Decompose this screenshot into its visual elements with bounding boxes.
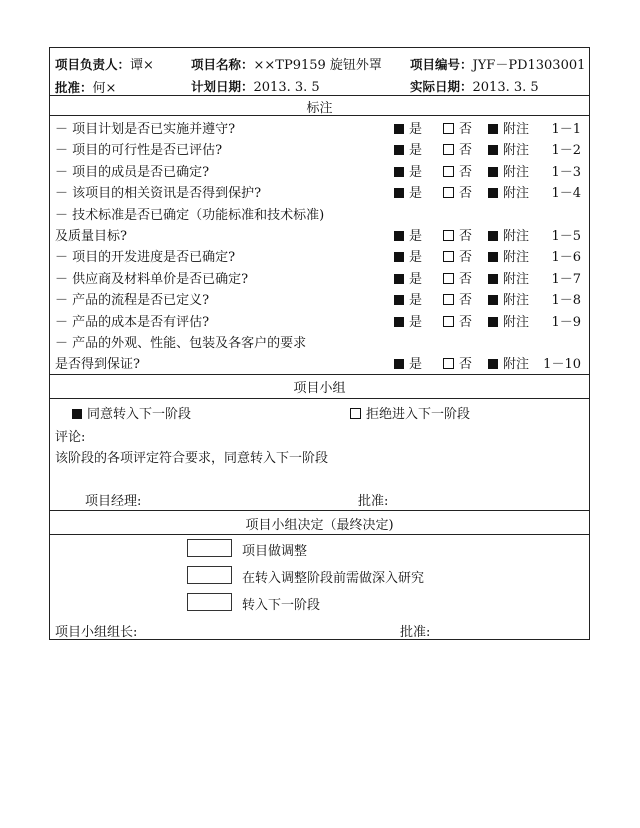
team-leader-label: 项目小组组长: <box>55 625 138 640</box>
approver-label: 批准： <box>55 80 93 95</box>
no-option[interactable] <box>443 225 472 244</box>
note-number: 1－1 <box>551 122 581 137</box>
note-option[interactable] <box>488 182 529 201</box>
agree-option[interactable] <box>72 403 191 422</box>
yes-option-label: 是 <box>409 143 423 159</box>
filled-checkbox-icon <box>394 167 404 177</box>
no-option-label: 否 <box>459 314 473 330</box>
note-option[interactable] <box>488 289 529 308</box>
actual-date-value: 2013. 3. 5 <box>472 80 539 95</box>
note-option-label: 附注 <box>503 314 530 330</box>
yes-option-label: 是 <box>409 186 423 202</box>
decision-option-label: 转入下一阶段 <box>242 598 321 613</box>
yes-option-label: 是 <box>409 164 423 180</box>
filled-checkbox-icon <box>488 274 498 284</box>
note-option-label: 附注 <box>503 122 530 137</box>
empty-checkbox-icon <box>443 358 454 369</box>
yes-option-label: 是 <box>409 357 423 373</box>
leader-label: 项目负责人： <box>55 57 131 72</box>
filled-checkbox-icon <box>394 359 404 369</box>
filled-checkbox-icon <box>488 145 498 155</box>
note-option-label: 附注 <box>503 186 530 202</box>
note-option[interactable] <box>488 311 529 330</box>
checklist-question: 及质量目标? <box>55 229 127 244</box>
filled-checkbox-icon <box>394 124 404 134</box>
decision-checkbox[interactable] <box>187 566 232 584</box>
decision-checkbox[interactable] <box>187 593 232 611</box>
yes-option[interactable] <box>394 139 422 158</box>
project-name-label: 项目名称： <box>191 57 254 72</box>
yes-option[interactable] <box>394 311 422 330</box>
note-option[interactable] <box>488 225 529 244</box>
comment-text: 该阶段的各项评定符合要求，同意转入下一阶段 <box>55 451 329 466</box>
divider <box>50 374 589 375</box>
note-option-label: 附注 <box>503 271 530 287</box>
yes-option-label: 是 <box>409 293 423 309</box>
no-option[interactable] <box>443 268 472 287</box>
filled-checkbox-icon <box>394 295 404 305</box>
filled-checkbox-icon <box>394 231 404 241</box>
filled-checkbox-icon <box>394 145 404 155</box>
note-option[interactable] <box>488 161 529 180</box>
project-name-field <box>191 54 382 73</box>
yes-option[interactable] <box>394 118 422 137</box>
note-option[interactable] <box>488 268 529 287</box>
plan-date-field <box>191 77 320 95</box>
checklist-question: － 项目的成员是否已确定? <box>55 164 210 180</box>
note-number: 1－9 <box>551 314 581 330</box>
yes-option-label: 是 <box>409 250 423 266</box>
empty-checkbox-icon <box>350 408 361 419</box>
checklist-question: － 产品的成本是否有评估? <box>55 314 210 330</box>
approver-field <box>55 77 116 96</box>
yes-option-label: 是 <box>409 271 423 287</box>
team-title: 项目小组 <box>293 381 346 396</box>
manager-label: 项目经理: <box>85 494 142 509</box>
no-option-label: 否 <box>459 357 473 373</box>
project-code-value: JYF－PD1303001 <box>472 58 586 73</box>
filled-checkbox-icon <box>488 295 498 305</box>
checklist-question: － 技术标准是否已确定（功能标准和技术标准) <box>55 207 325 223</box>
filled-checkbox-icon <box>488 359 498 369</box>
note-option-label: 附注 <box>503 229 530 244</box>
actual-date-label: 实际日期： <box>410 79 473 94</box>
yes-option[interactable] <box>394 289 422 308</box>
checklist-question: － 供应商及材料单价是否已确定? <box>55 271 249 287</box>
yes-option[interactable] <box>394 246 422 265</box>
no-option[interactable] <box>443 353 472 372</box>
note-option[interactable] <box>488 118 529 137</box>
decision-title: 项目小组决定（最终决定) <box>245 518 394 533</box>
checklist-question: － 产品的外观、性能、包装及各客户的要求 <box>55 336 307 351</box>
note-option-label: 附注 <box>503 250 530 266</box>
note-option-label: 附注 <box>503 143 530 159</box>
empty-checkbox-icon <box>443 316 454 327</box>
filled-checkbox-icon <box>488 124 498 134</box>
decision-option-label: 项目做调整 <box>242 544 308 559</box>
filled-checkbox-icon <box>394 252 404 262</box>
note-number: 1－7 <box>551 271 581 287</box>
no-option-label: 否 <box>459 164 473 180</box>
divider <box>50 95 589 96</box>
empty-checkbox-icon <box>443 187 454 198</box>
final-approve-label: 批准: <box>400 625 431 640</box>
yes-option[interactable] <box>394 268 422 287</box>
no-option[interactable] <box>443 161 472 180</box>
yes-option-label: 是 <box>409 314 423 330</box>
note-option[interactable] <box>488 246 529 265</box>
no-option-label: 否 <box>459 250 473 266</box>
leader-field <box>55 54 154 73</box>
empty-checkbox-icon <box>443 123 454 134</box>
filled-checkbox-icon <box>394 317 404 327</box>
empty-checkbox-icon <box>443 294 454 305</box>
plan-date-value: 2013. 3. 5 <box>253 80 320 95</box>
filled-checkbox-icon <box>72 409 82 419</box>
no-option[interactable] <box>443 182 472 201</box>
agree-label: 同意转入下一阶段 <box>87 407 192 422</box>
review-form <box>49 47 590 640</box>
empty-checkbox-icon <box>443 273 454 284</box>
actual-date-field <box>410 77 539 95</box>
divider <box>50 398 589 399</box>
project-name-value: ××TP9159 旋钮外罩 <box>253 58 382 73</box>
no-option[interactable] <box>443 118 472 137</box>
filled-checkbox-icon <box>394 274 404 284</box>
note-option-label: 附注 <box>503 293 530 309</box>
note-option[interactable] <box>488 353 529 372</box>
divider <box>50 115 589 116</box>
yes-option[interactable] <box>394 161 422 180</box>
note-option[interactable] <box>488 139 529 158</box>
no-option[interactable] <box>443 246 472 265</box>
reject-label: 拒绝进入下一阶段 <box>366 407 471 422</box>
yes-option[interactable] <box>394 225 422 244</box>
comment-label: 评论: <box>55 430 86 445</box>
checklist-question: － 项目的可行性是否已评估? <box>55 143 223 159</box>
yes-option[interactable] <box>394 353 422 372</box>
decision-checkbox[interactable] <box>187 539 232 557</box>
team-approve-label: 批准: <box>358 494 389 509</box>
filled-checkbox-icon <box>394 188 404 198</box>
project-code-label: 项目编号： <box>410 57 473 72</box>
filled-checkbox-icon <box>488 252 498 262</box>
empty-checkbox-icon <box>443 166 454 177</box>
leader-value: 谭× <box>130 58 154 73</box>
plan-date-label: 计划日期： <box>191 79 254 94</box>
no-option-label: 否 <box>459 186 473 202</box>
no-option-label: 否 <box>459 271 473 287</box>
checklist-question: － 项目的开发进度是否已确定? <box>55 250 236 266</box>
divider <box>50 510 589 511</box>
empty-checkbox-icon <box>443 230 454 241</box>
no-option[interactable] <box>443 139 472 158</box>
no-option[interactable] <box>443 289 472 308</box>
no-option-label: 否 <box>459 229 473 244</box>
checklist-question: 是否得到保证? <box>55 357 140 373</box>
empty-checkbox-icon <box>443 251 454 262</box>
reject-option[interactable] <box>350 403 470 422</box>
checklist-question: － 产品的流程是否已定义? <box>55 293 210 309</box>
no-option-label: 否 <box>459 293 473 309</box>
note-number: 1－3 <box>551 164 581 180</box>
yes-option[interactable] <box>394 182 422 201</box>
yes-option-label: 是 <box>409 122 423 137</box>
checklist-question: － 项目计划是否已实施并遵守? <box>55 122 236 137</box>
notes-title: 标注 <box>306 101 333 116</box>
filled-checkbox-icon <box>488 317 498 327</box>
checklist-question: － 该项目的相关资讯是否得到保护? <box>55 186 262 202</box>
decision-option-label: 在转入调整阶段前需做深入研究 <box>242 571 425 586</box>
note-number: 1－6 <box>551 250 581 266</box>
no-option-label: 否 <box>459 122 473 137</box>
divider <box>50 534 589 535</box>
note-number: 1－5 <box>551 229 581 244</box>
filled-checkbox-icon <box>488 188 498 198</box>
note-number: 1－4 <box>551 186 581 202</box>
note-number: 1－10 <box>543 357 581 373</box>
note-option-label: 附注 <box>503 164 530 180</box>
no-option[interactable] <box>443 311 472 330</box>
filled-checkbox-icon <box>488 167 498 177</box>
note-number: 1－8 <box>551 293 581 309</box>
no-option-label: 否 <box>459 143 473 159</box>
project-code-field <box>410 54 585 73</box>
filled-checkbox-icon <box>488 231 498 241</box>
checklist <box>50 118 589 374</box>
approver-value: 何× <box>92 81 117 96</box>
yes-option-label: 是 <box>409 229 423 244</box>
note-number: 1－2 <box>551 143 581 159</box>
note-option-label: 附注 <box>503 357 530 373</box>
empty-checkbox-icon <box>443 144 454 155</box>
